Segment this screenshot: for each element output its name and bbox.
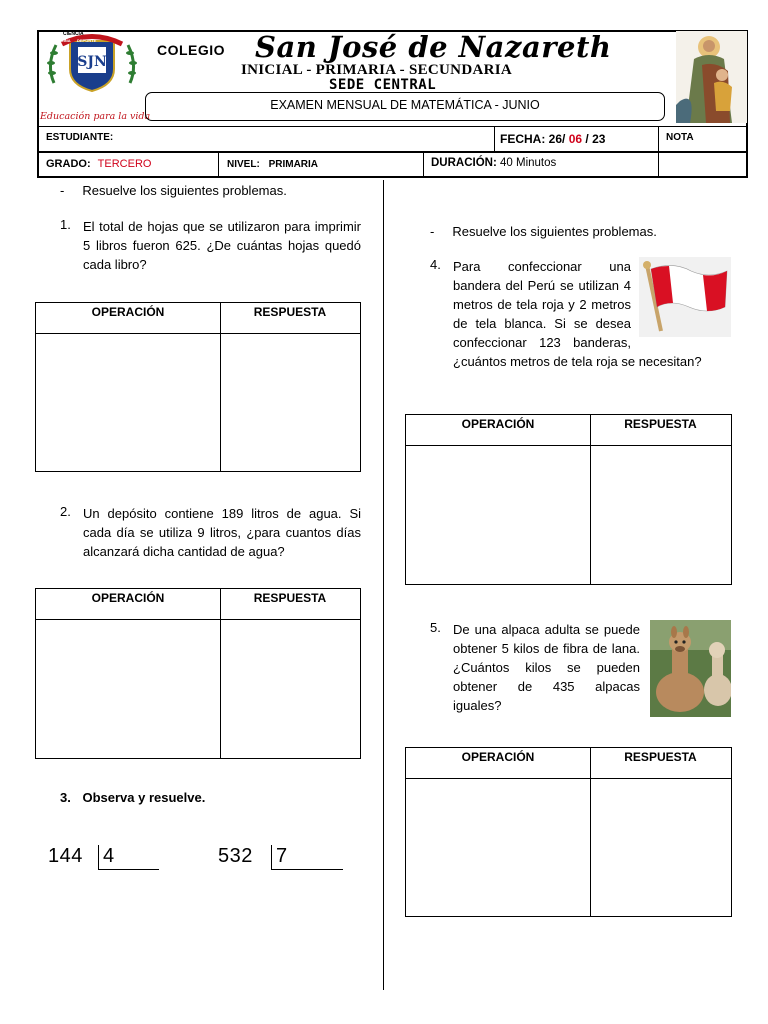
alpaca-image — [650, 620, 731, 717]
respuesta-header: RESPUESTA — [253, 591, 327, 605]
duracion-field — [431, 157, 556, 169]
nivel-field — [227, 159, 318, 170]
problem-3-number: 3. — [60, 790, 71, 805]
respuesta-header: RESPUESTA — [624, 750, 697, 764]
problem-2-text: Un depósito contiene 189 litros de agua. Si cada día se utiliza 9 litros, ¿para cuantos días alcanzará dicha cantidad de agua? — [83, 506, 361, 559]
nota-label: NOTA — [666, 132, 694, 143]
problem-5-text: De una alpaca adulta se puede obtener 5 kilos de fibra de lana. ¿Cuántos kilos se pueden obtener de 435 alpacas iguales? — [453, 620, 731, 721]
school-name: San José de Nazareth — [255, 30, 612, 64]
school-sede: SEDE CENTRAL — [329, 77, 437, 93]
fecha-day: 26 — [548, 132, 563, 146]
logo-ribbon-text: DISCIPLINA — [48, 38, 71, 43]
answer-table-1 — [35, 302, 361, 472]
division-2-bracket — [271, 845, 343, 870]
respuesta-cell[interactable] — [591, 446, 731, 584]
problem-3 — [60, 790, 205, 805]
answer-table-4 — [405, 414, 732, 585]
fecha-month: 06 — [568, 132, 583, 146]
operacion-header: OPERACIÓN — [461, 750, 535, 764]
respuesta-cell[interactable] — [221, 334, 360, 471]
fecha-label: FECHA: — [500, 132, 546, 146]
school-motto: Educación para la vida — [40, 111, 151, 122]
problem-4-number: 4. — [430, 257, 441, 272]
operacion-header: OPERACIÓN — [91, 591, 165, 605]
fecha-field: FECHA: 26/ 06 / 23 — [500, 132, 606, 146]
operacion-cell[interactable] — [36, 334, 220, 471]
problem-1-number: 1. — [60, 217, 71, 232]
grado-field — [46, 158, 151, 170]
operacion-cell[interactable] — [406, 779, 590, 916]
nivel-value: PRIMARIA — [268, 159, 319, 170]
exam-title: EXAMEN MENSUAL DE MATEMÁTICA - JUNIO — [270, 98, 540, 112]
problem-5-number: 5. — [430, 620, 441, 635]
left-instruction: - Resuelve los siguientes problemas. — [60, 183, 287, 198]
respuesta-header: RESPUESTA — [624, 417, 697, 431]
problem-4-text: Para confeccionar una bandera del Perú se utilizan 4 metros de tela roja y 2 metros de tela blanca. Si se desea confeccionar 123 banderas, ¿cuántos metros de tela roja se necesitan? — [453, 257, 731, 371]
answer-table-2 — [35, 588, 361, 759]
student-info-grid — [37, 126, 748, 178]
duracion-value: 40 Minutos — [500, 157, 557, 169]
school-levels: INICIAL - PRIMARIA - SECUNDARIA — [241, 62, 512, 78]
logo-ribbon-text: DEPORTE — [77, 38, 97, 43]
saint-image — [676, 31, 747, 123]
problem-2-number: 2. — [60, 504, 71, 519]
student-label: ESTUDIANTE: — [46, 132, 114, 143]
respuesta-cell[interactable] — [591, 779, 731, 916]
colegio-label: COLEGIO — [157, 42, 226, 58]
operacion-header: OPERACIÓN — [91, 305, 165, 319]
operacion-header: OPERACIÓN — [461, 417, 535, 431]
duracion-label: DURACIÓN: — [431, 157, 497, 169]
grado-value: TERCERO — [97, 158, 152, 170]
nivel-label: NIVEL: — [227, 159, 260, 170]
fecha-year: 23 — [592, 132, 606, 146]
peru-flag-image — [639, 257, 731, 337]
respuesta-header: RESPUESTA — [253, 305, 327, 319]
operacion-cell[interactable] — [36, 620, 220, 758]
respuesta-cell[interactable] — [221, 620, 360, 758]
exam-title-box — [145, 92, 665, 121]
division-1-divisor: 4 — [103, 845, 115, 867]
division-2-divisor: 7 — [276, 845, 288, 867]
answer-table-5 — [405, 747, 732, 917]
division-1-bracket — [98, 845, 159, 870]
grado-label: GRADO: — [46, 158, 91, 170]
problem-1-text: El total de hojas que se utilizaron para imprimir 5 libros fueron 625. ¿De cuántas hojas quedó cada libro? — [83, 219, 361, 272]
logo-ribbon-text: CIENCIA — [63, 31, 84, 37]
svg-text:SJN: SJN — [77, 54, 107, 70]
operacion-cell[interactable] — [406, 446, 590, 584]
division-2-dividend: 532 — [218, 845, 253, 867]
division-1-dividend: 144 — [48, 845, 83, 867]
right-instruction: - Resuelve los siguientes problemas. — [430, 224, 657, 239]
problem-3-text: Observa y resuelve. — [82, 790, 206, 805]
column-divider — [383, 180, 384, 990]
